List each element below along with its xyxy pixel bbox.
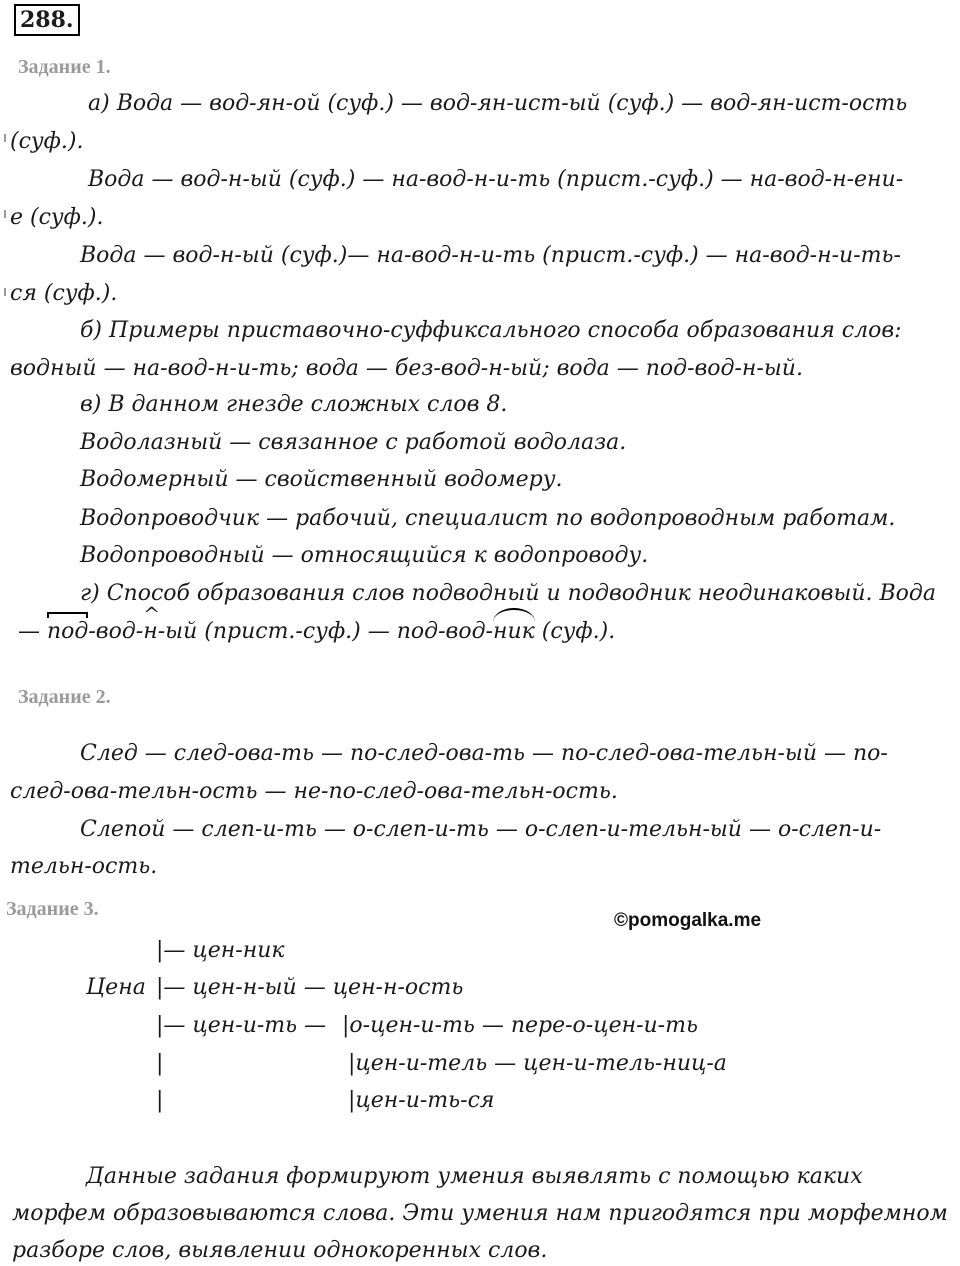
task1-v-line5: Водопроводный — относящийся к водопроводу. — [80, 543, 649, 568]
task3-heading: Задание 3. — [6, 898, 99, 920]
task1-b-line2: водный — на-вод-н-и-ть; вода — без-вод-н-ый; вода — под-вод-н-ый. — [10, 356, 803, 381]
tree-row-1: |— цен-ник — [156, 938, 285, 963]
margin-mark — [4, 288, 6, 296]
prefix-mark: под — [47, 619, 89, 644]
task1-a1-line2: (суф.). — [10, 129, 84, 154]
task1-a3-line1: Вода — вод-н-ый (суф.)— на-вод-н-и-ть (прист.-суф.) — на-вод-н-и-ть- — [80, 243, 901, 268]
task1-heading: Задание 1. — [18, 56, 111, 78]
text-fragment: -вод- — [88, 619, 144, 644]
task1-a1-line1: а) Вода — вод-ян-ой (суф.) — вод-ян-ист-ый (суф.) — вод-ян-ист-ость — [88, 91, 908, 116]
margin-mark — [4, 210, 6, 218]
text-fragment: — — [18, 619, 47, 644]
task2-line4: тельн-ость. — [10, 854, 158, 879]
tree-row-3b: |о-цен-и-ть — пере-о-цен-и-ть — [342, 1013, 698, 1038]
conclusion-line2: морфем образовываются слова. Эти умения нам пригодятся при морфемном — [12, 1201, 948, 1226]
task2-line2: след-ова-тельн-ость — не-по-след-ова-тельн-ость. — [10, 779, 618, 804]
text-fragment: (суф.). — [534, 619, 616, 644]
task1-a2-line1: Вода — вод-н-ый (суф.) — на-вод-н-и-ть (прист.-суф.) — на-вод-н-ени- — [88, 167, 904, 192]
task2-heading: Задание 2. — [18, 686, 111, 708]
watermark: ©pomogalka.me — [614, 910, 762, 931]
tree-row-4b: |цен-и-тель — цен-и-тель-ниц-а — [348, 1051, 727, 1076]
task1-g-line2 — [18, 618, 615, 646]
tree-root: Цена — [86, 975, 146, 1000]
exercise-number: 288. — [14, 4, 80, 36]
tree-row-2: |— цен-н-ый — цен-н-ость — [156, 975, 464, 1000]
conclusion-line3: разборе слов, выявлении однокоренных слов. — [12, 1238, 548, 1263]
task2-line3: Слепой — слеп-и-ть — о-слеп-и-ть — о-слеп-и-тельн-ый — о-слеп-и- — [80, 817, 882, 842]
tree-row-4a: | — [156, 1051, 164, 1076]
text-fragment: -ый (прист.-суф.) — под-вод- — [157, 619, 493, 644]
tree-row-5a: | — [156, 1088, 164, 1113]
task1-g-line1: г) Способ образования слов подводный и подводник неодинаковый. Вода — [80, 581, 936, 606]
task2-line1: След — след-ова-ть — по-след-ова-ть — по-след-ова-тельн-ый — по- — [80, 741, 888, 766]
tree-row-5b: |цен-и-ть-ся — [348, 1088, 495, 1113]
tree-row-3a: |— цен-и-ть — — [156, 1013, 327, 1038]
suffix-mark: ^ н — [143, 618, 158, 646]
task1-b-line1: б) Примеры приставочно-суффиксального способа образования слов: — [80, 318, 902, 343]
task1-v-line1: в) В данном гнезде сложных слов 8. — [80, 392, 508, 417]
task1-v-line2: Водолазный — связанное с работой водолаза. — [80, 430, 627, 455]
task1-a3-line2: ся (суф.). — [10, 281, 118, 306]
task1-v-line3: Водомерный — свойственный водомеру. — [80, 467, 563, 492]
task1-v-line4: Водопроводчик — рабочий, специалист по водопроводным работам. — [80, 506, 896, 531]
conclusion-line1: Данные задания формируют умения выявлять с помощью каких — [86, 1164, 863, 1189]
margin-mark — [4, 134, 6, 142]
task1-a2-line2: е (суф.). — [10, 205, 104, 230]
suffix-arc-mark: ник — [492, 619, 535, 644]
